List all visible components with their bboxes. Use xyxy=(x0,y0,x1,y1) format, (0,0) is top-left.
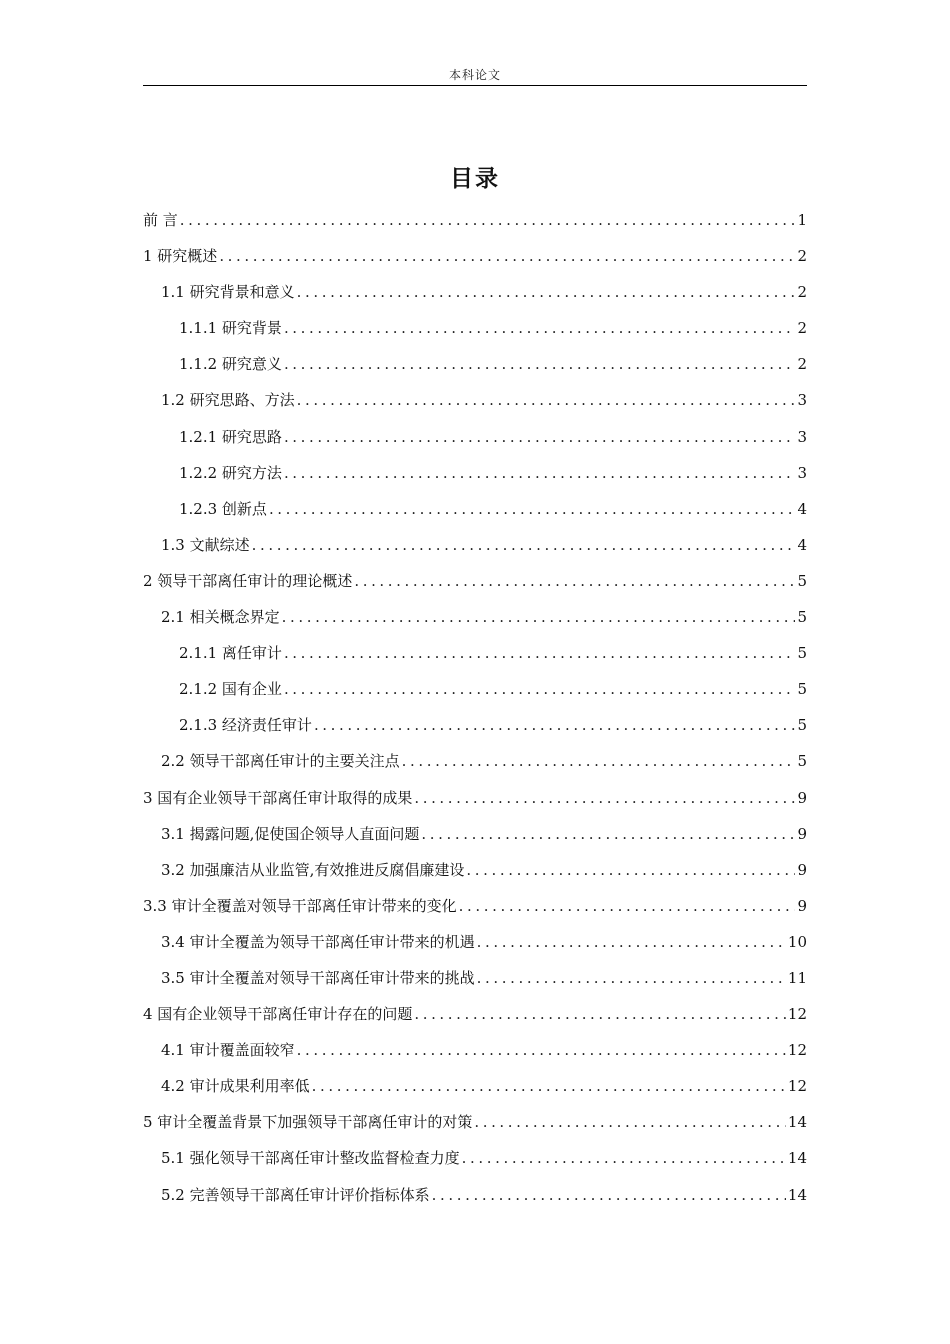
toc-entry-page-number: 5 xyxy=(797,680,807,699)
toc-title: 目录 xyxy=(450,166,500,192)
toc-entry[interactable] xyxy=(143,245,807,281)
toc-entry[interactable] xyxy=(143,570,807,606)
toc-entry[interactable] xyxy=(143,895,807,931)
toc-entry-page-number: 9 xyxy=(797,896,807,915)
toc-entry-label: 2.2 领导干部离任审计的主要关注点 xyxy=(161,752,400,771)
toc-entry-page-number: 5 xyxy=(797,752,807,771)
toc-entry-label: 3.2 加强廉洁从业监管,有效推进反腐倡廉建设 xyxy=(161,860,465,879)
toc-entry[interactable] xyxy=(143,389,807,425)
toc-entry-page-number: 3 xyxy=(797,463,807,482)
toc-dot-leader xyxy=(297,1041,786,1059)
toc-entry-label: 前 言 xyxy=(143,211,178,229)
toc-entry-page-number: 5 xyxy=(797,608,807,627)
toc-dot-leader xyxy=(477,933,786,951)
toc-entry-label: 1.1.2 研究意义 xyxy=(179,355,282,374)
toc-entry[interactable] xyxy=(143,823,807,859)
toc-entry[interactable] xyxy=(143,859,807,895)
toc-dot-leader xyxy=(312,1077,786,1095)
toc-entry[interactable] xyxy=(143,1111,807,1147)
toc-dot-leader xyxy=(477,969,786,987)
toc-entry-label: 4 国有企业领导干部离任审计存在的问题 xyxy=(143,1005,413,1024)
toc-dot-leader xyxy=(462,1149,786,1167)
toc-entry-label: 3 国有企业领导干部离任审计取得的成果 xyxy=(143,788,413,807)
toc-entry-page-number: 14 xyxy=(787,1113,807,1132)
toc-entry-label: 2.1.1 离任审计 xyxy=(179,644,282,663)
toc-entry[interactable] xyxy=(143,1184,807,1220)
toc-entry-page-number: 14 xyxy=(787,1185,807,1204)
toc-entry[interactable] xyxy=(143,1075,807,1111)
toc-entry[interactable] xyxy=(143,1003,807,1039)
toc-entry-page-number: 10 xyxy=(787,932,807,951)
toc-entry-label: 5 审计全覆盖背景下加强领导干部离任审计的对策 xyxy=(143,1113,473,1132)
toc-dot-leader xyxy=(414,789,795,807)
page-header: 本科论文 xyxy=(448,68,501,82)
toc-dot-leader xyxy=(284,464,796,482)
toc-entry-page-number: 2 xyxy=(797,355,807,374)
toc-entry-label: 3.1 揭露问题,促使国企领导人直面问题 xyxy=(161,824,420,843)
toc-entry-label: 5.1 强化领导干部离任审计整改监督检查力度 xyxy=(161,1149,460,1168)
toc-dot-leader xyxy=(284,644,796,662)
toc-entry-page-number: 9 xyxy=(797,860,807,879)
toc-entry-page-number: 9 xyxy=(797,824,807,843)
toc-entry[interactable] xyxy=(143,426,807,462)
toc-entry-label: 5.2 完善领导干部离任审计评价指标体系 xyxy=(161,1185,430,1204)
toc-dot-leader xyxy=(297,283,796,301)
toc-entry[interactable] xyxy=(143,787,807,823)
toc-entry[interactable] xyxy=(143,498,807,534)
toc-entry[interactable] xyxy=(143,462,807,498)
toc-entry[interactable] xyxy=(143,353,807,389)
toc-dot-leader xyxy=(459,897,796,915)
toc-dot-leader xyxy=(252,536,796,554)
toc-entry-label: 1.2 研究思路、方法 xyxy=(161,391,295,410)
toc-entry-page-number: 4 xyxy=(797,535,807,554)
toc-entry[interactable] xyxy=(143,967,807,1003)
toc-entry-page-number: 4 xyxy=(797,499,807,518)
toc-entry[interactable] xyxy=(143,534,807,570)
toc-entry[interactable] xyxy=(143,281,807,317)
toc-entry-page-number: 2 xyxy=(797,247,807,266)
toc-dot-leader xyxy=(432,1186,786,1204)
toc-entry-page-number: 12 xyxy=(787,1041,807,1060)
toc-entry[interactable] xyxy=(143,714,807,750)
toc-entry[interactable] xyxy=(143,678,807,714)
table-of-contents xyxy=(143,209,807,1220)
toc-entry[interactable] xyxy=(143,750,807,786)
toc-entry[interactable] xyxy=(143,1147,807,1183)
toc-entry-page-number: 2 xyxy=(797,319,807,338)
toc-entry-label: 1.2.3 创新点 xyxy=(179,499,267,518)
toc-entry-page-number: 12 xyxy=(787,1005,807,1024)
toc-dot-leader xyxy=(269,500,796,518)
toc-entry-label: 1.3 文献综述 xyxy=(161,535,250,554)
toc-entry-label: 1.1.1 研究背景 xyxy=(179,319,282,338)
toc-entry[interactable] xyxy=(143,606,807,642)
toc-entry-page-number: 5 xyxy=(797,571,807,590)
toc-entry-page-number: 1 xyxy=(797,211,807,229)
toc-dot-leader xyxy=(466,861,795,879)
toc-entry-page-number: 9 xyxy=(797,788,807,807)
toc-entry-label: 2.1 相关概念界定 xyxy=(161,608,280,627)
toc-dot-leader xyxy=(414,1005,786,1023)
toc-dot-leader xyxy=(284,680,796,698)
toc-entry-page-number: 2 xyxy=(797,283,807,302)
toc-entry-label: 2 领导干部离任审计的理论概述 xyxy=(143,571,353,590)
toc-entry-label: 1 研究概述 xyxy=(143,247,218,266)
toc-entry-label: 1.2.2 研究方法 xyxy=(179,463,282,482)
toc-entry[interactable] xyxy=(143,209,807,245)
toc-entry-label: 2.1.3 经济责任审计 xyxy=(179,716,312,735)
toc-entry[interactable] xyxy=(143,317,807,353)
toc-dot-leader xyxy=(421,825,795,843)
toc-entry-label: 2.1.2 国有企业 xyxy=(179,680,282,699)
toc-dot-leader xyxy=(282,608,796,626)
toc-dot-leader xyxy=(354,572,795,590)
toc-entry-page-number: 14 xyxy=(787,1149,807,1168)
toc-dot-leader xyxy=(180,211,796,229)
toc-dot-leader xyxy=(284,355,796,373)
toc-entry-page-number: 5 xyxy=(797,644,807,663)
toc-entry[interactable] xyxy=(143,931,807,967)
toc-entry[interactable] xyxy=(143,642,807,678)
toc-entry-page-number: 3 xyxy=(797,391,807,410)
toc-entry[interactable] xyxy=(143,1039,807,1075)
toc-dot-leader xyxy=(297,391,796,409)
toc-entry-label: 4.2 审计成果利用率低 xyxy=(161,1077,310,1096)
toc-entry-label: 1.2.1 研究思路 xyxy=(179,427,282,446)
toc-entry-label: 3.5 审计全覆盖对领导干部离任审计带来的挑战 xyxy=(161,968,475,987)
toc-entry-page-number: 5 xyxy=(797,716,807,735)
toc-entry-label: 3.4 审计全覆盖为领导干部离任审计带来的机遇 xyxy=(161,932,475,951)
toc-dot-leader xyxy=(284,428,796,446)
toc-entry-page-number: 3 xyxy=(797,427,807,446)
toc-entry-page-number: 11 xyxy=(787,968,807,987)
header-divider xyxy=(143,85,807,86)
toc-entry-label: 4.1 审计覆盖面较窄 xyxy=(161,1041,295,1060)
toc-dot-leader xyxy=(314,716,796,734)
toc-dot-leader xyxy=(219,247,795,265)
toc-dot-leader xyxy=(402,752,796,770)
toc-dot-leader xyxy=(474,1113,786,1131)
toc-entry-label: 3.3 审计全覆盖对领导干部离任审计带来的变化 xyxy=(143,896,457,915)
toc-dot-leader xyxy=(284,319,796,337)
toc-entry-page-number: 12 xyxy=(787,1077,807,1096)
toc-entry-label: 1.1 研究背景和意义 xyxy=(161,283,295,302)
